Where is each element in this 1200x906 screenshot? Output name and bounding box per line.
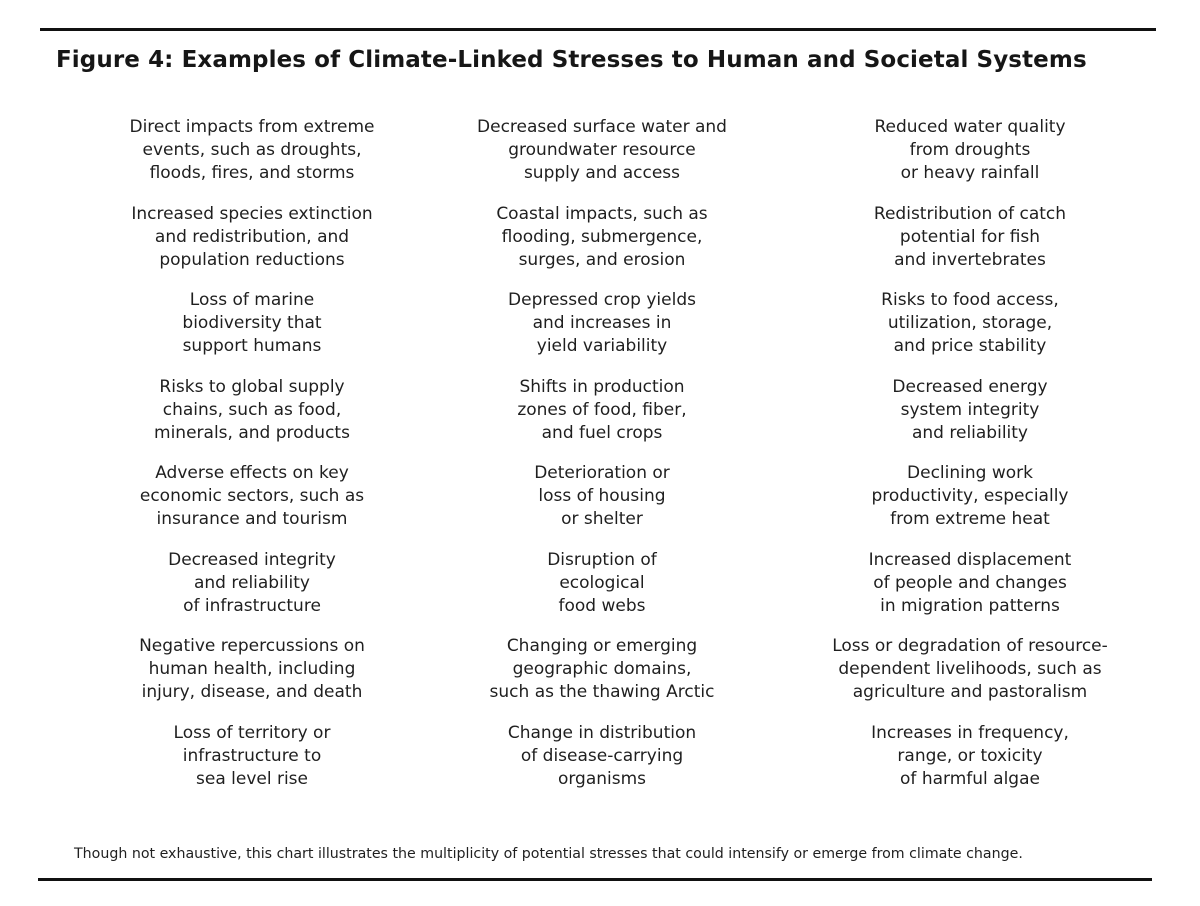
- stress-item: Declining work productivity, especially from extreme heat: [871, 463, 1069, 529]
- stress-item: Coastal impacts, such as flooding, submergence, surges, and erosion: [496, 203, 708, 270]
- stress-item: Redistribution of catch potential for fish and invertebrates: [873, 203, 1067, 270]
- stress-item: Disruption of ecological food webs: [547, 549, 657, 616]
- stress-item: Increased displacement of people and changes in migration patterns: [868, 549, 1072, 616]
- stress-item: Increased species extinction and redistribution, and population reductions: [131, 203, 373, 270]
- stress-item: Change in distribution of disease-carrying organisms: [507, 722, 697, 789]
- stress-item: Risks to global supply chains, such as food, minerals, and products: [154, 376, 350, 443]
- stress-item: Decreased energy system integrity and reliability: [892, 376, 1048, 443]
- stress-item: Risks to food access, utilization, storage, and price stability: [881, 290, 1059, 356]
- stress-item: Loss of marine biodiversity that support humans: [182, 290, 322, 356]
- stress-item: Deterioration or loss of housing or shelter: [534, 463, 670, 529]
- stress-item: Decreased surface water and groundwater resource supply and access: [477, 117, 727, 183]
- stress-item: Loss of territory or infrastructure to sea level rise: [173, 722, 331, 789]
- stress-item: Adverse effects on key economic sectors, such as insurance and tourism: [139, 463, 365, 529]
- figure-caption: Though not exhaustive, this chart illustrates the multiplicity of potential stresses that could intensify or emerge from climate change.: [74, 846, 1023, 862]
- stress-item: Depressed crop yields and increases in yield variability: [508, 290, 696, 356]
- stress-item: Increases in frequency, range, or toxicity of harmful algae: [871, 722, 1069, 789]
- stress-item: Loss or degradation of resource- dependent livelihoods, such as agriculture and pastoralism: [832, 636, 1108, 702]
- stress-item: Decreased integrity and reliability of infrastructure: [168, 549, 336, 616]
- stress-item: Shifts in production zones of food, fiber, and fuel crops: [517, 376, 687, 443]
- stress-item: Direct impacts from extreme events, such as droughts, floods, fires, and storms: [129, 117, 375, 183]
- figure-title: Figure 4: Examples of Climate-Linked Stresses to Human and Societal Systems: [56, 47, 1087, 73]
- top-rule: [40, 28, 1156, 31]
- stress-item: Changing or emerging geographic domains, such as the thawing Arctic: [489, 636, 715, 702]
- bottom-rule: [38, 878, 1152, 881]
- stress-item: Negative repercussions on human health, including injury, disease, and death: [139, 636, 365, 702]
- stress-item: Reduced water quality from droughts or heavy rainfall: [874, 117, 1066, 183]
